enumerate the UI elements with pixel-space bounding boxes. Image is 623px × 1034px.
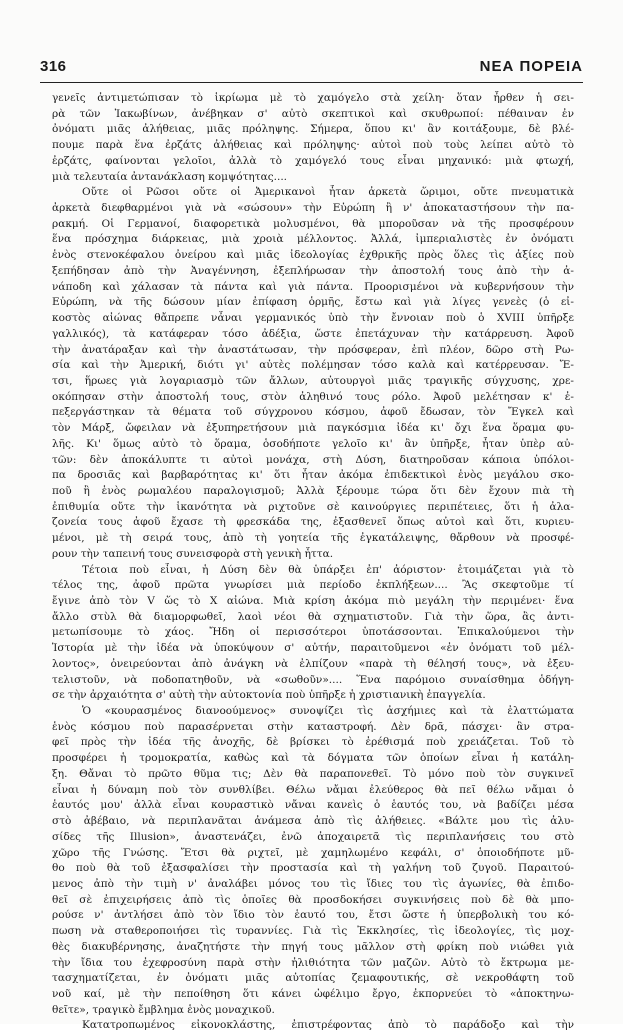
text-line: ρούσε ν' ἀντλήσει ἀπὸ τὸν ἴδιο τὸν ἑαυτό του, ἔτσι ὥστε ἡ ὑπερβολικὴ του κό- bbox=[52, 909, 574, 922]
text-line: φεῖ πρὸς τὴν ἰδέα τῆς ἀνοχῆς, δὲ βρίσκει τὸ ἐρέθισμά ποὺ χρειάζεται. Τοῦ τὸ bbox=[52, 736, 574, 749]
text-line: Κατατροπωμένος εἰκονοκλάστης, ἐπιστρέφοντας ἀπὸ τὸ παράδοξο καὶ τὴν bbox=[82, 1019, 574, 1032]
text-line: οκόπησαν στὴν ἀποστολή τους, στὸν ἀληθινό τους ρόλο. Ἀφοῦ μελέτησαν κ' ἐ- bbox=[52, 390, 574, 403]
text-line: λῆς. Κι' ὅμως αὐτὸ τὸ ὅραμα, ὁσοδήποτε γελοῖο κι' ἂν ὑπῆρξε, ἦταν ὑπὲρ αὐ- bbox=[52, 437, 574, 450]
running-head-journal-title: ΝΕΑ ΠΟΡΕΙΑ bbox=[479, 58, 583, 75]
text-line: τὴν ἴδια του ἐχεφροσύνη παρὰ στὴν ἠλιθιότητα τῶν μαζῶν. Αὐτὸ τὸ ἔκτρωμα με- bbox=[52, 956, 574, 969]
text-line: μενος ἀπὸ τὴν τιμὴ ν' ἀναλάβει μόνος του τὶς ἴδιες του τὶς ἀγωνίες, θὰ ἐπιδο- bbox=[52, 877, 574, 890]
text-line: πεξεργάστηκαν τὰ θέματα τοῦ σύγχρονου κόσμου, ἀφοῦ ἔδωσαν, τὸν Ἔγκελ καὶ bbox=[52, 406, 574, 419]
text-line: ποῦ ἢ ἑνὸς ρωμαλέου παραλογισμοῦ; Ἀλλὰ ξέρουμε τώρα ὅτι δὲν ἔχουν πιὰ τὴ bbox=[52, 484, 574, 497]
text-line: ρὰ τῶν Ἰακωβίνων, ἀνέβηκαν σ' αὐτὸ σκεπτικοὶ καὶ σκυθρωποί: πέθαιναν ἐν bbox=[52, 107, 574, 120]
text-line: ἐρζάτς, φαίνονται γελοῖοι, ἀλλὰ τὸ χαμόγελό τους εἶναι μηχανικό: μιὰ φτωχή, bbox=[52, 154, 574, 167]
text-line: Οὔτε οἱ Ρῶσοι οὔτε οἱ Ἀμερικανοὶ ἦταν ἀρκετὰ ὥριμοι, οὔτε πνευματικὰ bbox=[82, 186, 574, 199]
text-line: σε τὴν ἀρχαιότητα σ' αὐτὴ τὴν αὐτοκτονία ποὺ ὑπῆρξε ἡ χριστιανικὴ ἐπαγγελία. bbox=[52, 689, 486, 702]
text-line: ἑαυτός μου' ἀλλὰ εἶναι κουραστικὸ νἄναι κανεὶς ὁ ἑαυτός του, νὰ βαδίζει μέσα bbox=[52, 799, 574, 812]
text-line: ξεπήδησαν ἀπὸ τὴν Ἀναγέννηση, ἐξεπλήρωσαν τὴν ἀποστολή τους ἀπὸ τὴν ἀ- bbox=[52, 264, 574, 277]
text-line: τσι, ἥρωες γιὰ λογαριασμὸ τῶν ἄλλων, αὐτουργοὶ μιᾶς τραγικῆς σύγχυσης, χρε- bbox=[52, 374, 574, 387]
text-line: γαλλικός), τὰ κατάφεραν τόσο ἀδέξια, ὥστε ἐπετάχυναν τὴν κατάρρευση. Ἀφοῦ bbox=[52, 327, 574, 340]
text-line: ὀνόματι μιᾶς ἀλήθειας, μιᾶς πρόληψης. Σήμερα, ὅπου κι' ἂν κοιτάξουμε, δὲ βλέ- bbox=[52, 123, 574, 136]
text-line: πα δροσιᾶς καὶ βαρβαρότητας κι' ὅτι ἦταν ἀκόμα ἐπιδεκτικοὶ ἑνὸς μεγάλου σκο- bbox=[52, 469, 574, 482]
text-line: θο ποὺ θὰ τοῦ ἐξασφαλίσει τὴν προστασία καὶ τὴ γαλήνη τοῦ ζυγοῦ. Παραιτού- bbox=[52, 862, 574, 875]
text-line: νοῦ καί, μὲ τὴν πεποίθηση ὅτι κάνει ὠφέλιμο ἔργο, ἐκπορνεύει τὸ «ἀποκτηνω- bbox=[52, 987, 574, 1000]
text-line: τῶν: δὲν ἀποκάλυπτε τι αὐτοὶ μονάχα, στὴ Δύση, διατηροῦσαν κάποια ὑπόλοι- bbox=[52, 453, 574, 466]
text-line: τασχηματίζεται, ἐν ὀνόματι μιᾶς αὐτοπίας ζεμαφουτικής, σὲ νεκροθάφτη τοῦ bbox=[52, 972, 574, 985]
page-header bbox=[40, 58, 583, 82]
article-body-text bbox=[52, 91, 574, 1034]
text-line: θεῖτε», τραγικὸ ἔμβλημα ἑνὸς μοναχικοῦ. bbox=[52, 1003, 275, 1016]
text-line: μένοι, μὲ τὴ σειρά τους, ἀπὸ τὴ γοητεία τῆς ἐγκατάλειψης, θἄρθουν νὰ προσφέ- bbox=[52, 532, 574, 545]
text-line: τελιστοῦν, νὰ ποδοπατηθοῦν, νὰ «σωθοῦν».... Ἕνα παρόμοιο συναίσθημα ὁδήγη- bbox=[52, 673, 574, 686]
text-line: ἑνὸς στενοκέφαλου ὀνείρου καὶ μιᾶς ἰδεολογίας ἐχθρικῆς πρὸς ὅλες τὶς ἀξίες ποὺ bbox=[52, 249, 574, 262]
text-line: ἐπιθυμία οὔτε τὴν ἱκανότητα νὰ ριχτοῦνε σὲ καινούργιες περιπέτειες, ὅτι ἡ ἀλα- bbox=[52, 500, 574, 513]
text-line: ρουν τὴν ταπεινή τους συνεισφορὰ στὴ γενικὴ ἧττα. bbox=[52, 547, 334, 560]
text-line: κοστὸς αἰώνας θἄπρεπε νἆναι γερμανικός ὑπὸ τὴν ἔννοιαν ποὺ ὁ XVIII ὑπῆρξε bbox=[52, 312, 574, 325]
text-line: μετωπίσουμε τὸ χάος. Ἤδη οἱ περισσότεροι ὑποτάσσονται. Ἐπικαλούμενοι τὴν bbox=[52, 626, 574, 639]
text-line: τέλος της, ἀφοῦ πρῶτα γνωρίσει μιὰ περίοδο ἐκπλήξεων.... Ἂς σκεφτοῦμε τί bbox=[52, 579, 574, 592]
text-line: ἄλλο στὺλ θὰ διαμορφωθεῖ, λαοὶ νέοι θὰ σχηματιστοῦν. Γιὰ τὴν ὥρα, ἂς ἀντι- bbox=[52, 610, 574, 623]
text-line: ἕνα πρόσχημα διάρκειας, μιὰ χροιὰ μέλλοντος. Ἀλλά, ἰμπεριαλιστὲς ἐν ὀνόματι bbox=[52, 233, 574, 246]
text-line: σία καὶ τὴν Ἀμερική, διότι γι' αὐτὲς πολέμησαν τόσο καλὰ καὶ κατέρρευσαν. Ἔ- bbox=[52, 359, 574, 372]
text-line: σίδες τῆς Illusion», ἀναστενάζει, ἐνῶ ἀποχαιρετᾶ τὶς περιπλανήσεις του στὸ bbox=[52, 830, 574, 843]
header-rule bbox=[40, 82, 583, 83]
text-line: στὸ ἀβέβαιο, νὰ περιπλανᾶται ἀνάμεσα ἀπὸ τὶς ἀλήθειες. «Βάλτε μου τὶς ἁλυ- bbox=[52, 815, 574, 828]
text-line: Ἱστορία μὲ τὴν ἰδέα νὰ ὑποκύψουν σ' αὐτήν, παραιτοῦμενοι «ἐν ὀνόματι τοῦ μέλ- bbox=[52, 642, 574, 655]
text-line: πουμε παρὰ ἕνα ἐρζάτς ἀλήθειας καὶ πρόληψης· αὐτοὶ ποὺ τοὺς λείπει αὐτὸ τὸ bbox=[52, 139, 574, 152]
text-line: πωση νὰ σταθεροποιήσει τὶς τυραννίες. Γιὰ τὶς Ἐκκλησίες, τὶς ἰδεολογίες, τὶς μοχ- bbox=[52, 925, 574, 938]
text-line: ρακμή. Οἱ Γερμανοί, διαφορετικὰ μολυσμένοι, θὰ μποροῦσαν νὰ τῆς προσφέρουν bbox=[52, 217, 574, 230]
text-line: Ὁ «κουρασμένος διανοούμενος» συνοψίζει τὶς ἀσχήμιες καὶ τὰ ἐλαττώματα bbox=[82, 705, 574, 718]
text-line: ξη. Θἄναι τὸ πρῶτο θῦμα τις; Δὲν θὰ παραπονεθεῖ. Τὸ μόνο ποὺ τὸν συγκινεῖ bbox=[52, 767, 574, 780]
text-line: χῶρο τῆς Γνώσης. Ἔτσι θὰ ριχτεῖ, μὲ χαμηλωμένο κεφάλι, σ' ὁποιοδήποτε μῦ- bbox=[52, 846, 574, 859]
text-line: ἀρκετὰ διεφθαρμένοι γιὰ νὰ «σώσουν» τὴν Εὐρώπη ἢ ν' ἀποκαταστήσουν τὴν πα- bbox=[52, 202, 574, 215]
text-line: Εὐρώπη, νὰ τῆς δώσουν μίαν ἐπίφαση ὁρμῆς, ἔστω καὶ γιὰ λίγες γενεὲς (ὁ εἰ- bbox=[52, 296, 574, 309]
text-line: τὴν ἀνατάραξαν καὶ τὴν ἀναστάτωσαν, τὴν πρόσφεραν, ἐπὶ πλέον, δῶρο στὴ Ρω- bbox=[52, 343, 574, 356]
text-line: προσφέρει ἡ τρομοκρατία, καθὼς καὶ τὰ δόγματα τῶν ὁποίων εἶναι ἡ κατάλη- bbox=[52, 752, 574, 765]
text-line: ἔγινε ἀπὸ τὸν V ὥς τὸ X αἰώνα. Μιὰ κρίση ἀκόμα πιὸ μεγάλη τὴν περιμένει· ἕνα bbox=[52, 595, 574, 607]
text-line: θὲς διακυβέρνησης, ἀναζητήστε τὴν πηγή τους μᾶλλον στὴ φρίκη ποὺ νιώθει γιὰ bbox=[52, 940, 574, 953]
text-line: θεῖ σὲ ἐπιχειρήσεις ἀπὸ τὶς ὁποῖες θὰ προσδοκήσει συγκινήσεις ποὺ δὲ θὰ μπο- bbox=[52, 893, 574, 906]
page-number: 316 bbox=[40, 58, 67, 75]
text-line: ἑνὸς κόσμου ποὺ παρασέρνεται στὴν καταστροφή. Δὲν δρᾶ, πάσχει· ἂν στρα- bbox=[52, 720, 574, 733]
text-line: τὸν Μάρξ, ὤφειλαν νὰ ἐξυπηρετήσουν μιὰ παγκόσμια ἰδέα κι' ὄχι ἕνα ὅραμα φυ- bbox=[52, 422, 574, 435]
text-line: μιὰ τελευταία ἀντανάκλαση κομψότητας.... bbox=[52, 170, 288, 183]
text-line: ζονεία τους ἀφοῦ ἔχασε τὴ φρεσκάδα της, ἐξασθενεῖ ὅπως αὐτοὶ καὶ ὅτι, κυριευ- bbox=[52, 516, 574, 529]
text-line: γενεῖς ἀντιμετώπισαν τὸ ἱκρίωμα μὲ τὸ χαμόγελο στὰ χείλη· ὅταν ἦρθεν ἡ σει- bbox=[52, 92, 574, 104]
text-line: Τέτοια ποὺ εἶναι, ἡ Δύση δὲν θὰ ὑπάρξει ἐπ' ἀόριστον· ἑτοιμάζεται γιὰ τὸ bbox=[82, 563, 574, 576]
text-line: λοντος», ὀνειρεύονται ἀπὸ ἀνάγκη νὰ ἐλπίζουν «παρὰ τὴ θέλησή τους», νὰ ἐξευ- bbox=[52, 657, 574, 670]
text-line: νάποδη καὶ χάλασαν τὰ πάντα καὶ γιὰ πάντα. Προορισμένοι νὰ κυβερνήσουν τὴν bbox=[52, 280, 574, 293]
text-line: εἶναι ἡ δύναμη ποὺ τὸν συνθλίβει. Θέλω νἄμαι ἐλεύθερος θὰ πεῖ θέλω νἄμαι ὁ bbox=[52, 783, 574, 796]
